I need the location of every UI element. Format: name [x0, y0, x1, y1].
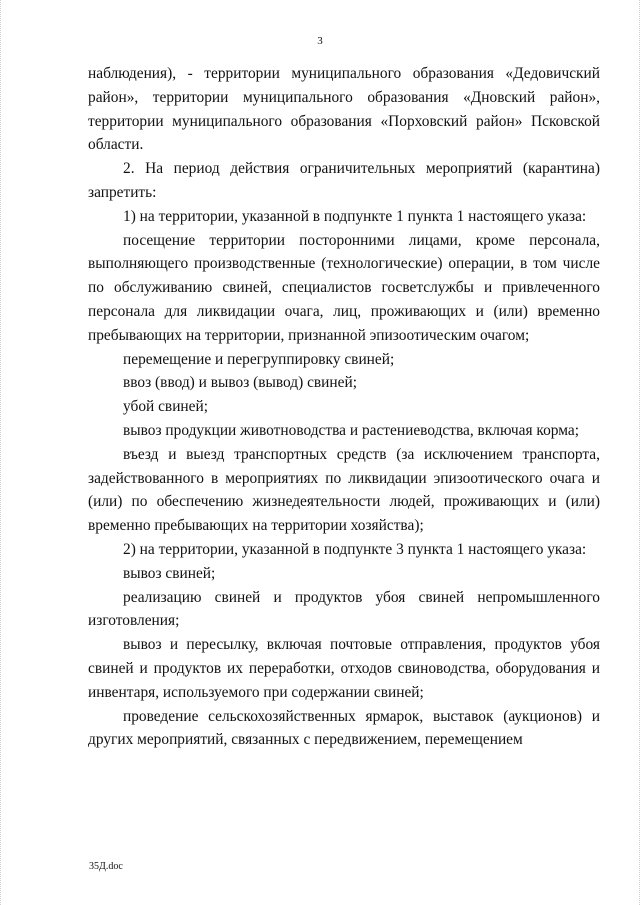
- page-number: 3: [317, 35, 323, 47]
- paragraph: вывоз и пересылку, включая почтовые отправления, продуктов убоя свиней и продуктов их переработки, отходов свиноводства, оборудования и инвентаря, используемого при содержании свиней;: [88, 636, 600, 701]
- paragraph: перемещение и перегруппировку свиней;: [123, 350, 395, 368]
- document-body: [88, 62, 600, 752]
- paragraph: въезд и выезд транспортных средств (за исключением транспорта, задействованного в мероприятиях по ликвидации эпизоотического очага и (или) по обеспечению жизнедеятельности людей, проживающих и (или) временно пребывающих на территории хозяйства);: [88, 445, 600, 535]
- paragraph: посещение территории посторонними лицами, кроме персонала, выполняющего производственные (технологические) операции, в том числе по обслуживанию свиней, специалистов госветслужбы и привлеченного персонала для ликвидации очага, лиц, проживающих и (или) временно пребывающих на территории, признанной эпизоотическим очагом;: [88, 231, 600, 344]
- file-name-footer: 35Д.doc: [89, 861, 123, 872]
- paragraph: вывоз свиней;: [123, 564, 216, 582]
- paragraph: ввоз (ввод) и вывоз (вывод) свиней;: [123, 374, 357, 392]
- paragraph: 2. На период действия ограничительных мероприятий (карантина) запретить:: [88, 160, 600, 201]
- paragraph: наблюдения), - территории муниципального образования «Дедовичский район», территории муниципального образования «Дновский район», территории муниципального образования «Порховский район» Псковской области.: [88, 65, 600, 154]
- paragraph: убой свиней;: [123, 398, 209, 416]
- paragraph: 2) на территории, указанной в подпункте 3 пункта 1 настоящего указа:: [123, 540, 587, 558]
- paragraph: проведение сельскохозяйственных ярмарок, выставок (аукционов) и других мероприятий, связанных с передвижением, перемещением: [88, 707, 600, 749]
- paragraph: реализацию свиней и продуктов убоя свиней непромышленного изготовления;: [88, 588, 600, 630]
- paragraph: вывоз продукции животноводства и растениеводства, включая корма;: [123, 421, 579, 439]
- paragraph: 1) на территории, указанной в подпункте 1 пункта 1 настоящего указа:: [123, 207, 587, 225]
